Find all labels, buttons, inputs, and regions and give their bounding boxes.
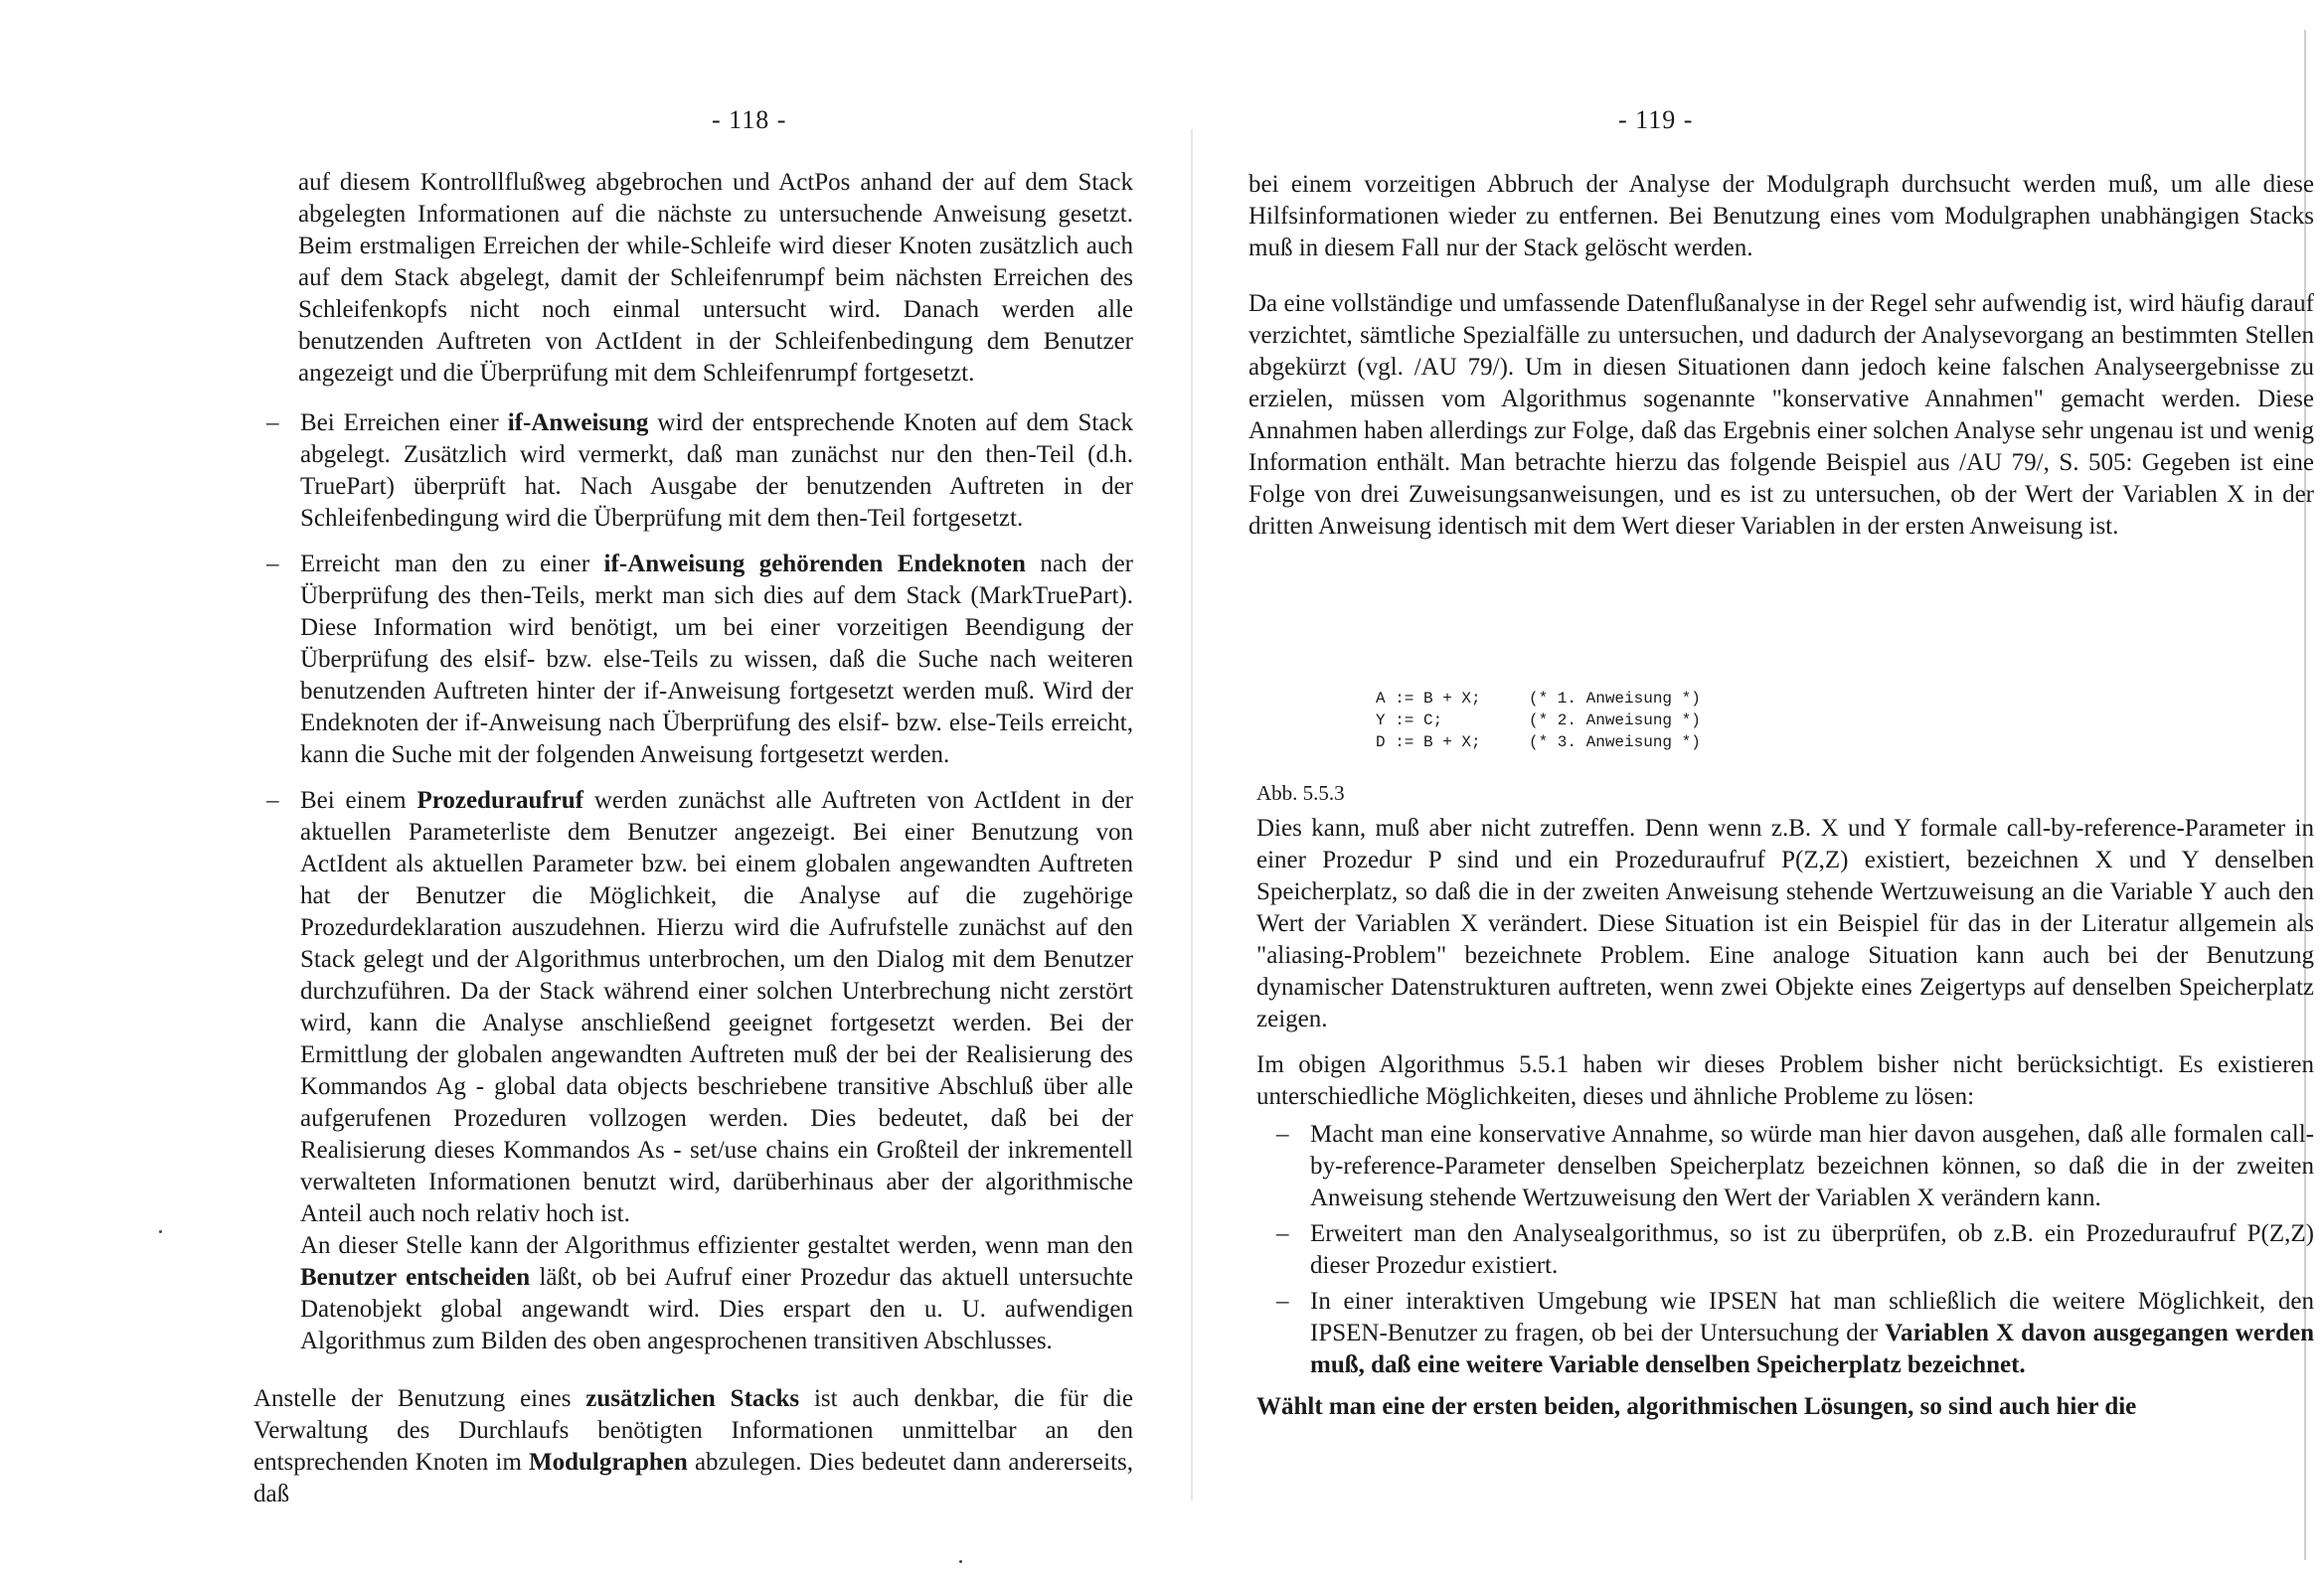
list-item-continuation: An dieser Stelle kann der Algorithmus effizienter gestaltet werden, wenn man den Benutzer entscheiden läßt, ob bei Aufruf einer Prozedur das aktuell untersuchte Datenobjekt global angewandt wird. Dies erspart den u. U. aufwendigen Algorithmus zum Bilden des oben angesprochenen transitiven Abschlusses. (300, 1232, 1133, 1354)
list-item: – Erweitert man den Analysealgorithmus, so ist zu überprüfen, ob z.B. ein Prozeduraufruf P(Z,Z) dieser Prozedur existiert. (1276, 1220, 2314, 1279)
page-number: - 118 - (712, 105, 787, 134)
scan-speck (959, 1560, 962, 1563)
dash-bullet: – (1276, 1121, 1289, 1148)
paragraph: Im obigen Algorithmus 5.5.1 haben wir dieses Problem bisher nicht berücksichtigt. Es existieren unterschiedliche Möglichkeiten, dieses und ähnliche Probleme zu lösen: (1256, 1051, 2314, 1110)
right-top-paragraphs (1248, 169, 2314, 556)
list-item: – In einer interaktiven Umgebung wie IPSEN hat man schließlich die weitere Möglichkeit, den IPSEN-Benutzer zu fragen, ob bei der Untersuchung der Variablen X davon ausgegangen werden muß, daß eine weitere Variable denselben Speicherplatz bezeichnet. (1276, 1288, 2314, 1378)
left-intro (298, 167, 1133, 403)
list-item: – Erreicht man den zu einer if-Anweisung gehörenden Endeknoten nach der Überprüfung des then-Teils, merkt man sich dies auf dem Stack (MarkTruePart). Diese Information wird benötigt, um bei einer vorzeitigen Beendigung der Überprüfung des elsif- bzw. else-Teils zu wissen, daß die Suche nach weiteren benutzenden Auftreten hinter der if-Anweisung fortgesetzt werden muß. Wird der Endeknoten der if-Anweisung nach Überprüfung des elsif- bzw. else-Teils erreicht, kann die Suche mit der folgenden Anweisung fortgesetzt werden. (266, 551, 1133, 768)
paragraph: Wählt man eine der ersten beiden, algorithmischen Lösungen, so sind auch hier die (1256, 1393, 2137, 1420)
list-item: – Bei Erreichen einer if-Anweisung wird der entsprechende Knoten auf dem Stack abgelegt. Zusätzlich wird vermerkt, daß man zunächst nur den then-Teil (d.h. TruePart) überprüft hat. Nach Ausgabe der benutzenden Auftreten in der Schleifenbedingung wird die Überprüfung mit dem then-Teil fortgesetzt. (266, 409, 1133, 532)
dash-bullet: – (1276, 1220, 1289, 1247)
left-final-paragraph: Anstelle der Benutzung eines zusätzlichen Stacks ist auch denkbar, die für die Verwaltung des Durchlaufs benötigten Informationen unmittelbar an den entsprechenden Knoten im Modulgraphen abzulegen. Dies bedeutet dann andererseits, daß (253, 1385, 1133, 1507)
dash-bullet: – (266, 551, 279, 577)
paragraph: Dies kann, muß aber nicht zutreffen. Denn wenn z.B. X und Y formale call-by-reference-Parameter in einer Prozedur P sind und ein Prozeduraufruf P(Z,Z) existiert, bezeichnen X und Y denselben Speicherplatz, so daß die in der zweiten Anweisung stehende Wertzuweisung an die Variable Y auch den Wert der Variablen X verändert. Diese Situation ist ein Beispiel für das in der Literatur allgemein als "aliasing-Problem" bezeichnete Problem. Eine analoge Situation kann auch bei der Benutzung dynamischer Datenstrukturen auftreten, wenn zwei Objekte eines Zeigertyps auf denselben Speicherplatz zeigen. (1256, 815, 2314, 1032)
code-listing (1376, 688, 1701, 753)
dash-bullet: – (1276, 1288, 1289, 1315)
dash-bullet: – (266, 409, 279, 436)
page-number: - 119 - (1618, 105, 1694, 134)
code-line: A := B + X; (* 1. Anweisung *) (1376, 690, 1701, 708)
figure-caption: Abb. 5.5.3 (1256, 781, 1345, 805)
right-body (1256, 813, 2314, 1437)
paragraph: Da eine vollständige und umfassende Datenflußanalyse in der Regel sehr aufwendig ist, wird häufig darauf verzichtet, sämtliche Spezialfälle zu untersuchen, und dadurch der Analysevorgang an bestimmten Stellen abgekürzt (vgl. /AU 79/). Um in diesen Situationen dann jedoch keine falschen Analyseergebnisse zu erzielen, müssen vom Algorithmus sogenannte "konservative Annahmen" gemacht werden. Diese Annahmen haben allerdings zur Folge, daß das Ergebnis einer solchen Analyse sehr ungenau ist und wenig Information enthält. Man betrachte hierzu das folgende Beispiel aus /AU 79/, S. 505: Gegeben ist eine Folge von drei Zuweisungsanweisungen, und es ist zu untersuchen, ob der Wert der Variablen X in der dritten Anweisung identisch mit dem Wert dieser Variablen in der ersten Anweisung ist. (1248, 290, 2314, 540)
paragraph: bei einem vorzeitigen Abbruch der Analyse der Modulgraph durchsucht werden muß, um alle diese Hilfsinformationen wieder zu entfernen. Bei Benutzung eines vom Modulgraphen unabhängigen Stacks muß in diesem Fall nur der Stack gelöscht werden. (1248, 171, 2314, 261)
code-line: Y := C; (* 2. Anweisung *) (1376, 711, 1701, 729)
list-item: – Macht man eine konservative Annahme, so würde man hier davon ausgehen, daß alle formalen call-by-reference-Parameter denselben Speicherplatz bezeichnen können, so daß die in der zweiten Anweisung stehende Wertzuweisung den Wert der Variablen X verändern kann. (1276, 1121, 2314, 1211)
code-line: D := B + X; (* 3. Anweisung *) (1376, 733, 1701, 751)
left-list (266, 407, 1133, 1367)
right-page (1193, 0, 2324, 1577)
dash-bullet: – (266, 787, 279, 814)
list-item: – Bei einem Prozeduraufruf werden zunächst alle Auftreten von ActIdent in der aktuellen Parameterliste dem Benutzer angezeigt. Bei einer Benutzung von ActIdent als aktuellen Parameter bzw. bei einem globalen angewandten Auftreten hat der Benutzer die Möglichkeit, die Analyse auf die zugehörige Prozedurdeklaration auszudehnen. Hierzu wird die Aufrufstelle zunächst auf den Stack gelegt und der Algorithmus unterbrochen, um den Dialog mit dem Benutzer durchzuführen. Da der Stack während einer solchen Unterbrechung nicht zerstört wird, kann die Analyse anschließend geeignet fortgesetzt werden. Bei der Ermittlung der globalen angewandten Auftreten muß der bei der Realisierung des Kommandos Ag - global data objects beschriebene transitive Abschluß über alle aufgerufenen Prozeduren vollzogen werden. Dies bedeutet, daß bei der Realisierung dieses Kommandos As - set/use chains ein Großteil der inkrementell verwalteten Informationen benutzt wird, darüberhinaus aber der algorithmische Anteil auch noch relativ hoch ist. An dieser Stelle kann der Algorithmus effizienter gestaltet werden, wenn man den Benutzer entscheiden läßt, ob bei Aufruf einer Prozedur das aktuell untersuchte Datenobjekt global angewandt wird. Dies erspart den u. U. aufwendigen Algorithmus zum Bilden des oben angesprochenen transitiven Abschlusses. (266, 785, 1133, 1357)
paragraph: auf diesem Kontrollflußweg abgebrochen und ActPos anhand der auf dem Stack abgelegten Informationen auf die nächste zu untersuchende Anweisung gesetzt. Beim erstmaligen Erreichen der while-Schleife wird dieser Knoten zusätzlich auch auf dem Stack abgelegt, damit der Schleifenrumpf beim nächsten Erreichen des Schleifenkopfs nicht noch einmal untersucht wird. Danach werden alle benutzenden Auftreten von ActIdent in der Schleifenbedingung dem Benutzer angezeigt und die Überprüfung mit dem Schleifenrumpf fortgesetzt. (298, 169, 1133, 387)
scan-speck (159, 1230, 162, 1233)
